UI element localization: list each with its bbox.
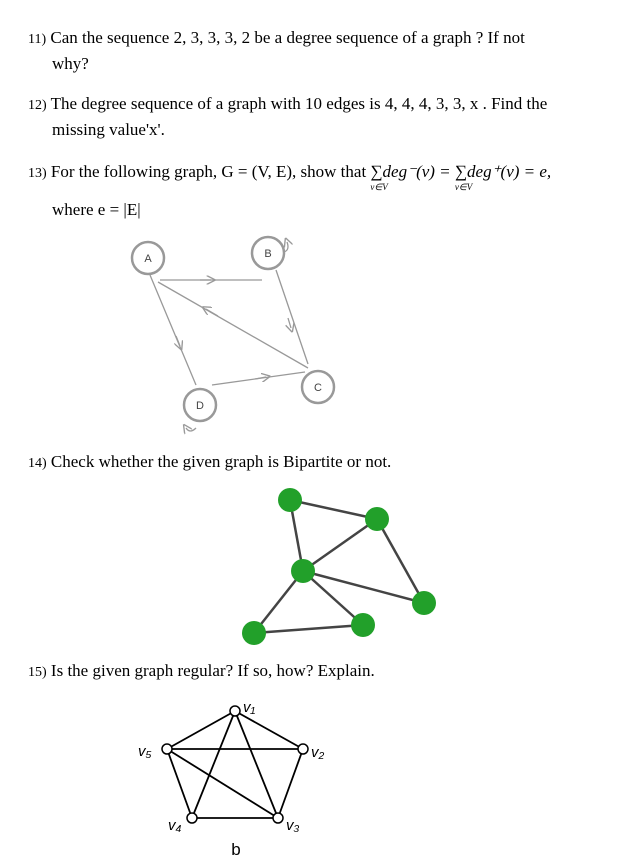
bip-node bbox=[242, 621, 266, 645]
question-text: Check whether the given graph is Bipartite or not. bbox=[50, 452, 392, 471]
loop-arrow-d bbox=[186, 428, 196, 431]
pent-node bbox=[298, 744, 308, 754]
question-text: Can the sequence 2, 3, 3, 3, 2 be a degree sequence of a graph ? If not bbox=[50, 28, 525, 47]
question-continuation: where e = |E| bbox=[52, 200, 141, 219]
question-text: For the following graph, G = (V, E), show that bbox=[50, 162, 367, 181]
pent-node bbox=[273, 813, 283, 823]
bip-node bbox=[412, 591, 436, 615]
question-text: Is the given graph regular? If so, how? Explain. bbox=[50, 661, 375, 680]
question-text: The degree sequence of a graph with 10 edges is 4, 4, 4, 3, 3, x . Find the bbox=[50, 94, 548, 113]
bip-node bbox=[365, 507, 389, 531]
question-number: 13) bbox=[28, 166, 47, 181]
bip-edge bbox=[377, 519, 424, 603]
pent-edge bbox=[235, 711, 303, 749]
pent-edge bbox=[167, 749, 192, 818]
question-continuation: why? bbox=[52, 54, 89, 73]
edge-a-d bbox=[150, 275, 196, 385]
formula-in-degree: deg⁻(v) = bbox=[382, 162, 455, 181]
formula-out-degree: deg⁺(v) = e, bbox=[467, 162, 552, 181]
question-number: 15) bbox=[28, 665, 47, 680]
summation-subscript: v∈V bbox=[454, 182, 473, 192]
pent-node bbox=[162, 744, 172, 754]
pent-edge bbox=[167, 749, 278, 818]
bip-node bbox=[291, 559, 315, 583]
bip-edge bbox=[290, 500, 377, 519]
pent-label-v5: v₅ bbox=[138, 743, 152, 760]
pent-label-v2: v₂ bbox=[311, 744, 325, 761]
question-number: 11) bbox=[28, 32, 47, 47]
pent-caption: b bbox=[231, 840, 241, 859]
bip-edge bbox=[303, 519, 377, 571]
node-label-c: C bbox=[314, 382, 322, 394]
summation-subscript: v∈V bbox=[370, 182, 388, 192]
summation-symbol: ∑ v∈V bbox=[455, 160, 467, 184]
pent-edge bbox=[192, 711, 235, 818]
pent-label-v3: v₃ bbox=[286, 817, 300, 834]
pent-edge bbox=[278, 749, 303, 818]
question-number: 12) bbox=[28, 98, 47, 113]
edge-c-a bbox=[158, 282, 308, 368]
question-number: 14) bbox=[28, 456, 47, 471]
bip-node bbox=[278, 488, 302, 512]
pentagon-graph-figure bbox=[162, 706, 308, 823]
pent-node bbox=[187, 813, 197, 823]
pent-edge bbox=[235, 711, 278, 818]
question-15 bbox=[28, 659, 375, 685]
node-label-b: B bbox=[264, 248, 272, 260]
pent-label-v1: v₁ bbox=[243, 699, 256, 716]
question-continuation: missing value'x'. bbox=[52, 120, 165, 139]
edge-arrow bbox=[288, 318, 291, 328]
bipartite-graph-figure bbox=[242, 488, 436, 645]
pent-node bbox=[230, 706, 240, 716]
node-label-a: A bbox=[144, 253, 152, 265]
pent-label-v4: v₄ bbox=[168, 817, 182, 834]
edge-arrow bbox=[206, 309, 218, 316]
question-14 bbox=[28, 450, 391, 476]
edge-b-c bbox=[276, 270, 308, 364]
node-label-d: D bbox=[196, 400, 204, 412]
edge-arrow bbox=[176, 336, 180, 346]
pent-edge bbox=[167, 711, 235, 749]
bip-edge bbox=[254, 625, 363, 633]
bip-node bbox=[351, 613, 375, 637]
summation-symbol: ∑ v∈V bbox=[370, 160, 382, 184]
